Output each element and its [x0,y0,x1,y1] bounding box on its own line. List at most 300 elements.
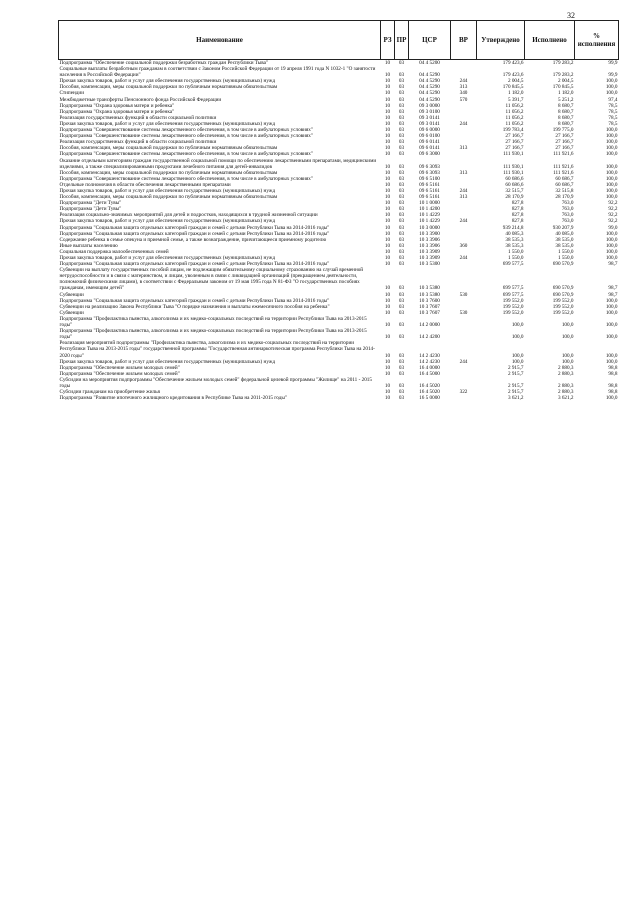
row-pr-cell: 03 [398,194,405,201]
row-pr-cell: 03 [398,389,405,396]
row-pr-cell: 03 [398,364,405,371]
row-csr-cell: 10 3 3906 [419,242,440,249]
row-name-cell: Реализация мероприятий подпрограммы "Профилактика пьянства, алкоголизма и их медико-социальных последствий на территории Республики Тыва на 2013-2015 годы" государственной программы "Государственная антинаркотическая программа Республики Тыва на 2014-2020 годы" [59,340,375,359]
row-csr-cell: 04 4 5200 [419,60,440,66]
row-executed-cell: 1 550,0 [557,255,574,261]
table-row [59,328,619,340]
row-pr-cell: 03 [398,108,405,115]
row-pr-cell: 03 [398,163,405,170]
row-percent-cell: 100,0 [605,255,618,261]
row-executed-cell: 38 535,0 [555,242,574,249]
row-csr-cell: 09 6 0141 [419,139,440,146]
row-name-cell: Реализация социально-значимых мероприятий для детей и подростков, находящихся в трудной жизненной ситуации [59,212,318,219]
row-pr-cell: 03 [398,358,405,365]
row-csr-cell: 16 5 0000 [419,395,440,402]
row-csr-cell: 04 4 5290 [419,84,440,91]
row-executed-cell: 8 680,7 [557,102,574,109]
row-csr-cell: 09 6 5100 [419,175,440,182]
row-rz-cell: 10 [384,309,391,316]
row-name-cell: Подпрограмма "Охрана здоровья матери и ребенка" [59,102,175,109]
row-pr-cell: 03 [398,303,405,310]
row-name-cell: Прочая закупка товаров, работ и услуг для обеспечения государственных (муниципальных) нужд [59,255,276,261]
row-percent-cell: 98,7 [608,291,618,298]
row-name-cell: Прочая закупка товаров, работ и услуг для обеспечения государственных (муниципальных) нужд [59,358,276,365]
row-rz-cell: 10 [384,352,391,359]
row-csr-cell: 09 6 5161 [419,194,440,201]
row-executed-cell: 5 251,2 [557,96,574,103]
row-vr-cell: 313 [459,145,468,152]
table-row [59,377,619,389]
row-approved-cell: 827,8 [511,206,524,213]
row-executed-cell: 690 570,9 [552,285,574,292]
row-csr-cell: 10 3 3909 [419,248,440,255]
row-executed-cell: 2 004,5 [557,78,574,85]
row-percent-cell: 92,2 [608,212,618,219]
row-pr-cell: 03 [398,285,405,292]
row-percent-cell: 100,0 [605,236,618,243]
row-executed-cell: 8 680,7 [557,108,574,115]
row-percent-cell: 100,0 [605,163,618,170]
row-approved-cell: 60 686,6 [505,181,524,188]
row-executed-cell: 179 283,2 [552,60,574,66]
row-executed-cell: 3 621,2 [557,395,574,402]
row-vr-cell: 340 [459,90,468,97]
row-rz-cell: 10 [384,187,391,194]
row-csr-cell: 10 3 7607 [419,303,440,310]
row-percent-cell: 100,0 [605,303,618,310]
row-approved-cell: 5 391,7 [507,96,524,103]
row-csr-cell: 16 4 5020 [419,382,440,389]
row-name-cell: Подпрограмма "Совершенствование системы лекарственного обеспечения, в том числе в амбулаторных условиях" [59,133,314,140]
row-pr-cell: 03 [398,139,405,146]
row-executed-cell: 111 921,6 [553,163,574,170]
column-header-pr: ПР [395,21,409,60]
row-rz-cell: 10 [384,60,391,66]
row-csr-cell: 10 3 3909 [419,255,440,261]
row-pr-cell: 03 [398,127,405,134]
row-percent-cell: 98,8 [608,389,618,396]
row-rz-cell: 10 [384,303,391,310]
row-csr-cell: 10 1 0000 [419,200,440,207]
row-approved-cell: 2 004,5 [507,78,524,85]
row-executed-cell: 1 550,0 [557,248,574,255]
row-pr-cell: 03 [398,230,405,237]
row-pr-cell: 03 [398,242,405,249]
row-executed-cell: 100,0 [561,358,574,365]
row-percent-cell: 100,0 [605,352,618,359]
row-name-cell: Подпрограмма "Обеспечение социальной поддержки безработных граждан Республики Тыва" [59,60,268,66]
row-executed-cell: 111 921,6 [553,151,574,158]
row-vr-cell: 244 [459,78,468,85]
row-name-cell: Субсидии гражданам на приобретение жилья [59,389,160,396]
row-pr-cell: 03 [398,370,405,377]
row-vr-cell: 313 [459,84,468,91]
row-percent-cell: 100,0 [605,169,618,176]
table-row [59,60,619,67]
row-csr-cell: 04 4 5290 [419,78,440,85]
row-percent-cell: 100,0 [605,133,618,140]
row-vr-cell: 570 [459,96,468,103]
row-rz-cell: 10 [384,206,391,213]
row-approved-cell: 111 930,1 [503,163,524,170]
row-vr-cell [451,395,477,401]
row-name-cell: Субсидии на мероприятия подпрограммы "Обеспечение жильем молодых семей" федеральной целевой программы "Жилище" на 2011 - 2015 годы [59,376,372,389]
row-approved-cell: 2 915,7 [507,389,524,396]
row-executed-cell: 763,0 [561,206,574,213]
row-percent-cell: 78,5 [608,114,618,121]
row-approved-cell: 2 915,7 [507,382,524,389]
row-approved-cell: 100,0 [511,352,524,359]
row-percent-cell: 100,0 [605,242,618,249]
row-approved-cell: 199 783,4 [502,127,524,134]
row-pr-cell: 03 [398,297,405,304]
row-executed-cell: 179 283,2 [552,72,574,79]
row-executed-cell: 38 535,0 [555,236,574,243]
row-vr-cell: 530 [459,291,468,298]
row-percent-cell: 100,0 [605,139,618,146]
row-executed-cell: 2 880,3 [557,370,574,377]
row-name-cell: Подпрограмма "Охрана здоровья матери и ребенка" [59,108,175,115]
row-approved-cell: 27 166,7 [505,145,524,152]
row-rz-cell: 10 [384,145,391,152]
row-csr-cell: 04 4 5290 [419,90,440,97]
row-vr-cell: 313 [459,194,468,201]
row-percent-cell: 99,9 [608,60,618,66]
row-pr-cell: 03 [398,187,405,194]
row-percent-cell: 100,0 [605,297,618,304]
row-pr-cell: 03 [398,309,405,316]
row-percent-cell: 78,5 [608,108,618,115]
row-approved-cell: 11 056,2 [505,102,524,109]
table-row [59,316,619,328]
row-pr-cell: 03 [398,102,405,109]
row-rz-cell: 10 [384,212,391,219]
row-percent-cell: 100,0 [605,230,618,237]
row-approved-cell: 170 845,5 [502,84,524,91]
table-row [59,395,619,401]
row-percent-cell: 99,0 [608,224,618,231]
row-pr-cell: 03 [398,395,405,402]
row-executed-cell: 100,0 [561,334,574,341]
row-rz-cell: 10 [384,389,391,396]
row-csr-cell: 10 3 3906 [419,236,440,243]
row-pr-cell: 03 [398,169,405,176]
row-name-cell: Пособия, компенсации, меры социальной поддержки по публичным нормативным обязательствам [59,194,278,201]
row-csr-cell: 10 1 4229 [419,212,440,219]
row-pr-cell: 03 [398,334,405,341]
row-pr-cell: 03 [398,78,405,85]
row-percent-cell: 98,8 [608,370,618,377]
row-executed-cell: 199 552,0 [552,303,574,310]
row-csr-cell: 09 6 0100 [419,133,440,140]
row-rz-cell: 10 [384,236,391,243]
row-percent-cell: 100,0 [605,248,618,255]
row-csr-cell: 09 6 0000 [419,127,440,134]
row-rz-cell: 10 [384,169,391,176]
row-name-cell: Подпрограмма "Совершенствование системы лекарственного обеспечения, в том числе в амбулаторных условиях" [59,175,314,182]
row-csr-cell: 16 4 0000 [419,364,440,371]
row-pr-cell: 03 [398,145,405,152]
row-csr-cell: 14 2 4200 [419,334,440,341]
row-approved-cell: 2 915,7 [507,370,524,377]
row-approved-cell: 1 182,0 [507,90,524,97]
row-approved-cell: 38 535,3 [505,242,524,249]
row-name-cell: Отдельные полномочия в области обеспечения лекарственными препаратами [59,181,231,188]
row-vr-cell [451,158,477,170]
row-percent-cell: 100,0 [605,187,618,194]
row-percent-cell: 100,0 [605,127,618,134]
row-executed-cell: 2 880,3 [557,364,574,371]
row-vr-cell: 322 [459,389,468,396]
row-pr-cell: 03 [398,352,405,359]
row-rz-cell: 10 [384,120,391,127]
row-rz-cell: 10 [384,334,391,341]
row-approved-cell: 699 577,5 [502,261,524,268]
row-pr-cell: 03 [398,200,405,207]
row-csr-cell: 09 6 5161 [419,181,440,188]
row-percent-cell: 92,2 [608,200,618,207]
row-name-cell: Субвенции на выплату государственных пособий лицам, не подлежащим обязательному социальному страхованию на случай временной нетрудоспособности и в связи с материнством, и лицам, уволенным в связи с ликвидацией организаций (прекращением деятельности, полномочий физическими лицами), в соответствии с Федеральным законом от 19 мая 1995 года N 81-ФЗ "О государственных пособиях гражданам, имеющим детей" [59,267,364,292]
row-pr-cell: 03 [398,382,405,389]
row-vr-cell: 313 [459,169,468,176]
row-name-cell: Прочая закупка товаров, работ и услуг для обеспечения государственных (муниципальных) нужд [59,187,276,194]
row-approved-cell: 27 166,7 [505,133,524,140]
row-rz-cell: 10 [384,364,391,371]
row-csr-cell: 04 4 5290 [419,72,440,79]
row-pr-cell: 03 [398,60,405,66]
row-rz-cell: 10 [384,127,391,134]
row-vr-cell [451,60,477,67]
row-executed-cell: 763,0 [561,212,574,219]
row-name-cell: Реализация государственных функций в области социальной политики [59,139,217,146]
row-approved-cell: 2 915,7 [507,364,524,371]
row-vr-cell [451,66,477,78]
row-executed-cell: 2 880,3 [557,389,574,396]
row-approved-cell: 28 170,9 [505,194,524,201]
row-rz-cell: 10 [384,78,391,85]
row-percent-cell: 100,0 [605,395,618,402]
row-name-cell: Прочая закупка товаров, работ и услуг для обеспечения государственных (муниципальных) нужд [59,218,276,225]
row-percent-cell: 100,0 [605,194,618,201]
budget-execution-table [58,20,619,401]
row-executed-cell: 100,0 [561,322,574,329]
row-executed-cell: 763,0 [561,218,574,225]
row-executed-cell: 763,0 [561,200,574,207]
row-executed-cell: 60 686,7 [555,181,574,188]
row-pr-cell: 03 [398,181,405,188]
column-header-percent: % исполнения [575,21,619,60]
row-rz-cell: 10 [384,382,391,389]
row-name-cell: Прочая закупка товаров, работ и услуг для обеспечения государственных (муниципальных) нужд [59,120,276,127]
row-executed-cell: 40 085,0 [555,230,574,237]
row-pr-cell: 03 [398,114,405,121]
row-csr-cell: 09 6 3000 [419,151,440,158]
row-approved-cell: 199 552,0 [502,297,524,304]
row-pr-cell: 03 [398,133,405,140]
row-csr-cell: 09 3 0141 [419,120,440,127]
row-percent-cell: 100,0 [605,151,618,158]
row-percent-cell: 98,8 [608,364,618,371]
row-rz-cell: 10 [384,242,391,249]
row-rz-cell: 10 [384,200,391,207]
row-percent-cell: 92,2 [608,218,618,225]
row-approved-cell: 111 930,1 [503,169,524,176]
row-csr-cell: 10 3 5380 [419,285,440,292]
row-executed-cell: 1 182,0 [557,90,574,97]
row-percent-cell: 92,2 [608,206,618,213]
row-csr-cell: 16 4 5000 [419,370,440,377]
row-vr-cell [451,377,477,389]
table-row [59,340,619,358]
row-csr-cell: 09 3 0100 [419,108,440,115]
row-vr-cell: 244 [459,120,468,127]
row-name-cell: Подпрограмма "Социальная защита отдельных категорий граждан и семей с детьми Республики Тыва на 2014-2016 годы" [59,261,330,268]
row-executed-cell: 930 207,9 [552,224,574,231]
row-name-cell: Пособия, компенсации, меры социальной поддержки по публичным нормативным обязательствам [59,145,278,152]
row-name-cell: Субвенции [59,309,84,316]
row-approved-cell: 27 166,7 [505,139,524,146]
row-csr-cell: 14 2 4230 [419,352,440,359]
row-vr-cell: 244 [459,187,468,194]
row-vr-cell [451,316,477,328]
row-approved-cell: 1 550,0 [507,248,524,255]
column-header-csr: ЦСР [409,21,451,60]
row-executed-cell: 27 166,7 [555,139,574,146]
row-name-cell: Подпрограмма "Профилактика пьянства, алкоголизма и их медико-социальных последствий на территории Республики Тыва на 2013-2015 годы" [59,328,367,341]
row-approved-cell: 32 515,7 [505,187,524,194]
row-name-cell: Подпрограмма "Социальная защита отдельных категорий граждан и семей с детьми Республики Тыва на 2014-2016 годы" [59,224,330,231]
row-approved-cell: 939 214,8 [502,224,524,231]
row-rz-cell: 10 [384,194,391,201]
row-name-cell: Пособия, компенсации, меры социальной поддержки по публичным нормативным обязательствам [59,169,278,176]
row-executed-cell: 199 552,0 [552,297,574,304]
row-pr-cell: 03 [398,84,405,91]
row-csr-cell: 10 1 4200 [419,206,440,213]
row-approved-cell: 827,8 [511,218,524,225]
row-csr-cell: 14 2 4230 [419,358,440,365]
row-percent-cell: 100,0 [605,84,618,91]
row-rz-cell: 10 [384,255,391,261]
row-rz-cell: 10 [384,248,391,255]
row-name-cell: Субвенции на реализацию Закона Республики Тыва "О порядке назначения и выплаты ежемесячного пособия на ребенка" [59,303,330,310]
row-rz-cell: 10 [384,84,391,91]
row-percent-cell: 78,5 [608,120,618,127]
row-pr-cell: 03 [398,291,405,298]
row-pr-cell: 03 [398,90,405,97]
row-name-cell: Оказание отдельным категориям граждан государственной социальной помощи по обеспечению лекарственными препаратами, медицинскими изделиями, а также специализированными продуктами лечебного питания для детей-инвалидов [59,157,377,170]
row-vr-cell: 244 [459,255,468,261]
row-vr-cell: 244 [459,358,468,365]
row-rz-cell: 10 [384,358,391,365]
row-pr-cell: 03 [398,236,405,243]
row-name-cell: Социальные выплаты безработным гражданам в соответствии с Законом Российской Федерации от 19 апреля 1991 года N 1032-1 "О занятости населения в Российской Федерации" [59,66,376,79]
row-pr-cell: 03 [398,120,405,127]
row-approved-cell: 179 423,6 [502,60,524,66]
row-csr-cell: 10 3 7600 [419,297,440,304]
row-rz-cell: 10 [384,96,391,103]
row-approved-cell: 100,0 [511,358,524,365]
row-csr-cell: 16 4 5020 [419,389,440,396]
row-vr-cell: 530 [459,309,468,316]
row-rz-cell: 10 [384,90,391,97]
row-executed-cell: 8 680,7 [557,120,574,127]
row-vr-cell [451,328,477,340]
row-executed-cell: 690 570,9 [552,291,574,298]
row-csr-cell: 09 3 0141 [419,114,440,121]
row-csr-cell: 10 3 5300 [419,261,440,268]
row-pr-cell: 03 [398,218,405,225]
row-rz-cell: 10 [384,175,391,182]
row-percent-cell: 100,0 [605,181,618,188]
row-executed-cell: 32 515,8 [555,187,574,194]
row-approved-cell: 699 577,5 [502,285,524,292]
row-vr-cell [451,267,477,291]
column-header-approved: Утверждено [477,21,525,60]
row-rz-cell: 10 [384,139,391,146]
row-executed-cell: 100,0 [561,352,574,359]
row-rz-cell: 10 [384,395,391,402]
row-name-cell: Социальная поддержка малообеспеченных семей [59,248,169,255]
row-rz-cell: 10 [384,261,391,268]
row-executed-cell: 690 570,9 [552,261,574,268]
column-header-vr: ВР [451,21,477,60]
row-name-cell: Подпрограмма "Развитие ипотечного жилищного кредитования в Республике Тыва на 2011-2015 годы" [59,395,287,402]
row-executed-cell: 27 166,7 [555,145,574,152]
row-approved-cell: 100,0 [511,334,524,341]
row-pr-cell: 03 [398,212,405,219]
row-approved-cell: 179 423,6 [502,72,524,79]
row-rz-cell: 10 [384,322,391,329]
row-rz-cell: 10 [384,114,391,121]
row-approved-cell: 827,8 [511,200,524,207]
row-csr-cell: 09 6 0141 [419,145,440,152]
row-approved-cell: 111 930,1 [503,151,524,158]
page-number: 32 [567,11,575,20]
row-executed-cell: 2 880,3 [557,382,574,389]
row-percent-cell: 78,5 [608,102,618,109]
row-csr-cell: 09 3 0000 [419,102,440,109]
row-rz-cell: 10 [384,224,391,231]
table-row [59,158,619,170]
row-rz-cell: 10 [384,163,391,170]
row-executed-cell: 199 775,0 [552,127,574,134]
row-csr-cell: 10 3 5380 [419,291,440,298]
row-approved-cell: 1 550,0 [507,255,524,261]
row-name-cell: Субвенции [59,291,84,298]
row-pr-cell: 03 [398,322,405,329]
table-row [59,267,619,291]
row-name-cell: Подпрограмма "Обеспечение жильем молодых семей" [59,364,180,371]
row-percent-cell: 100,0 [605,358,618,365]
row-percent-cell: 97,4 [608,96,618,103]
row-csr-cell: 09 6 3093 [419,169,440,176]
column-header-rz: РЗ [381,21,395,60]
column-header-name: Наименование [59,21,381,60]
row-percent-cell: 100,0 [605,78,618,85]
row-csr-cell: 09 6 3093 [419,163,440,170]
row-name-cell: Стипендии [59,90,84,97]
row-rz-cell: 10 [384,151,391,158]
row-approved-cell: 199 552,0 [502,309,524,316]
row-approved-cell: 38 535,3 [505,236,524,243]
row-executed-cell: 199 552,0 [552,309,574,316]
row-approved-cell: 40 085,3 [505,230,524,237]
row-csr-cell: 14 2 0000 [419,322,440,329]
row-vr-cell: 244 [459,218,468,225]
row-approved-cell: 100,0 [511,322,524,329]
row-executed-cell: 28 170,9 [555,194,574,201]
row-pr-cell: 03 [398,72,405,79]
